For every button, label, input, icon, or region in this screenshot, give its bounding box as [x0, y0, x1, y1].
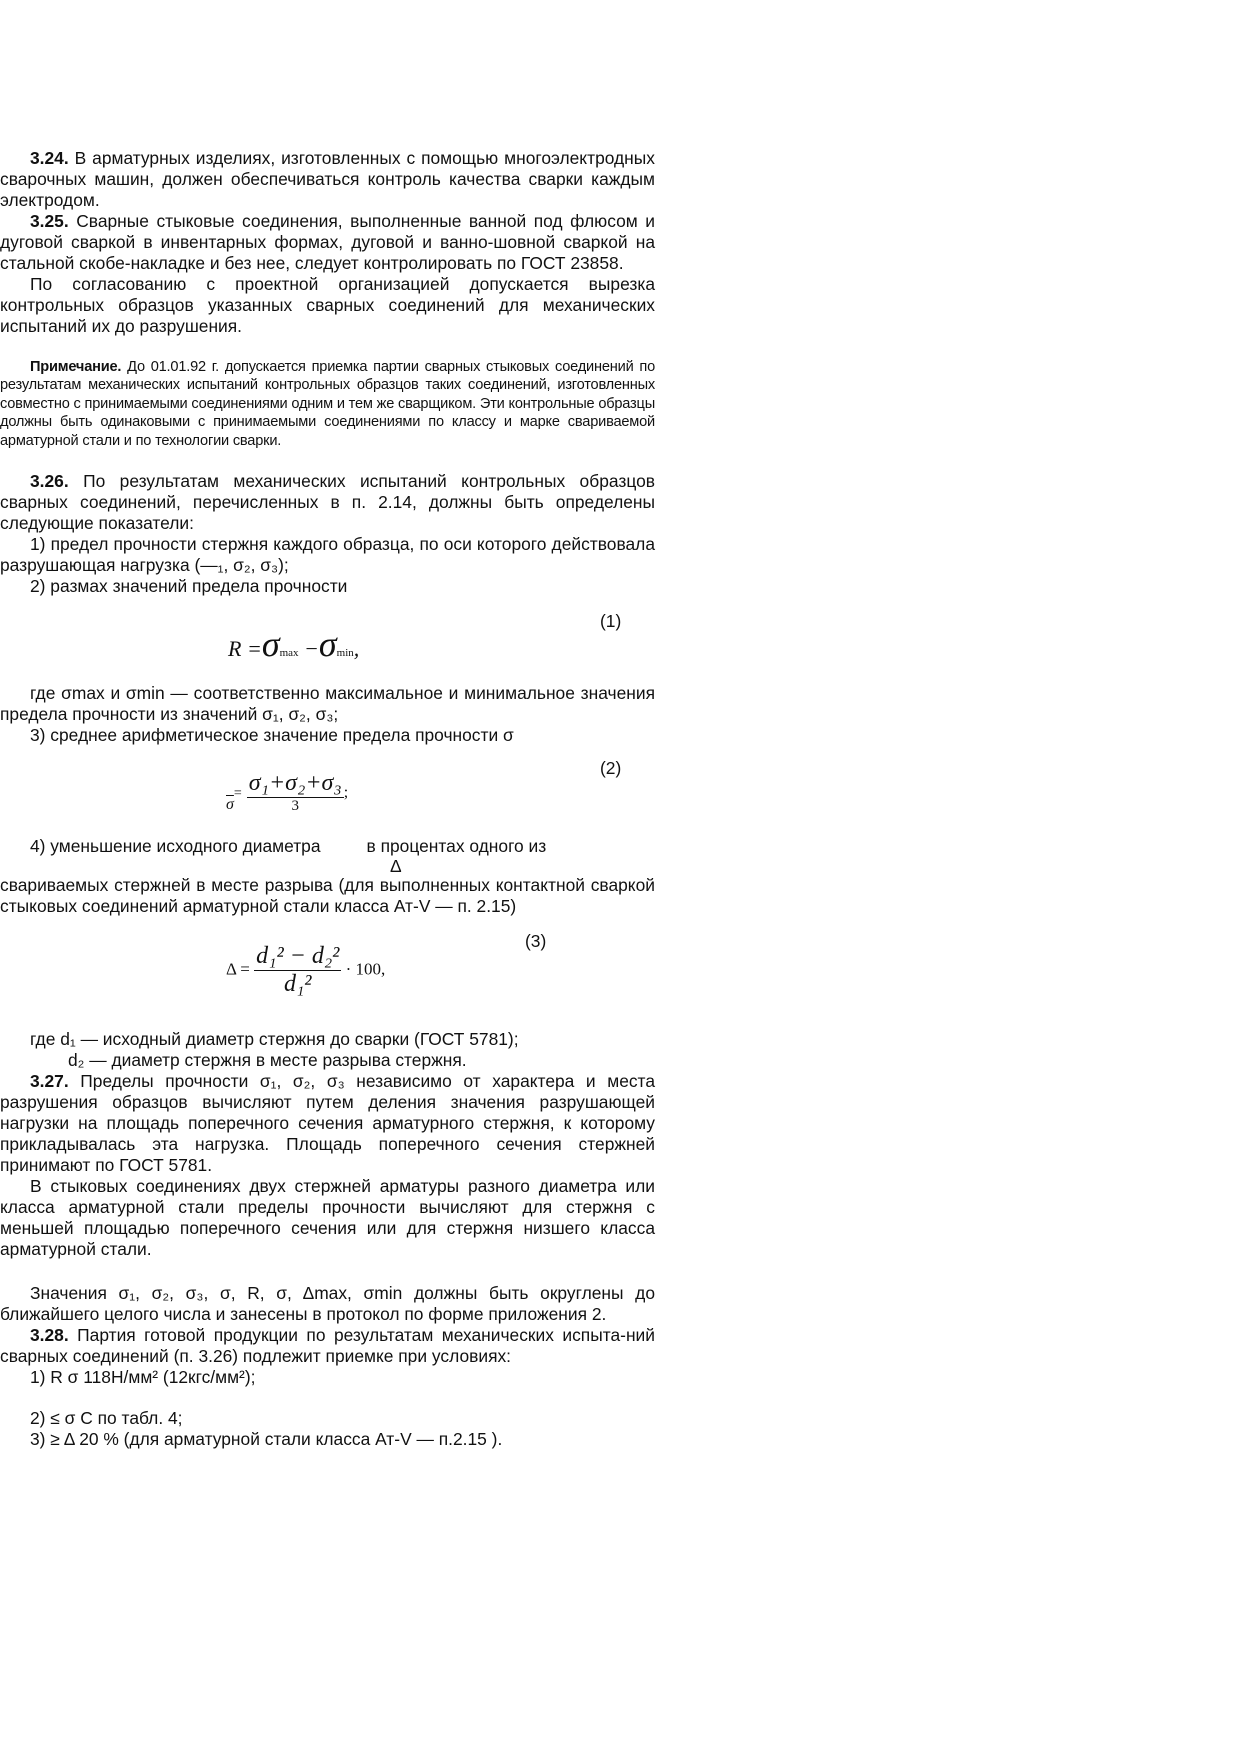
formula-3-number: (3)	[525, 931, 547, 952]
document-page	[0, 148, 655, 1450]
list-item-4: 4) уменьшение исходного диаметра в процентах одного из	[30, 836, 547, 857]
paragraph-3-27: 3.27. Пределы прочности σ₁, σ₂, σ₃ независимо от характера и места разрушения образцов вычисляют путем деления значения разрушающей нагрузки на площадь поперечного сечения арматурного стержня, к которому прикладывалась эта нагрузка. Площадь поперечного сечения стержней принимают по ГОСТ 5781.	[0, 1071, 655, 1176]
formula-2-numerator: σ₁+σ₂+σ₃	[248, 770, 342, 797]
paragraph-3-24: 3.24. В арматурных изделиях, изготовленных с помощью многоэлектродных сварочных машин, должен обеспечиваться контроль качества сварки каждым электродом.	[0, 148, 655, 210]
where-formula-3-d1: где d₁ — исходный диаметр стержня до сварки (ГОСТ 5781);	[30, 1029, 519, 1050]
formula-3: (3) Δ = $\frac{\text{d₁² − d₂²}}{\text{d₁²}}$ · 100,	[226, 931, 547, 998]
list-item-3: 3) среднее арифметическое значение предела прочности σ	[30, 725, 514, 746]
condition-3: 3) ≥ Δ 20 % (для арматурной стали класса Ат-V — п.2.15 ).	[30, 1429, 503, 1450]
sigma-symbol: σ	[318, 624, 337, 665]
sigma-symbol: σ	[261, 624, 280, 665]
paragraph-3-28: 3.28. Партия готовой продукции по результатам механических испыта-ний сварных соединений (п. 3.26) подлежит приемке при условиях:	[0, 1325, 655, 1367]
paragraph-3-25: 3.25. Сварные стыковые соединения, выполненные ванной под флюсом и дуговой сваркой в инвентарных формах, дуговой и ванно-шовной сваркой на стальной скобе-накладке и без нее, следует контролировать по ГОСТ 23858.	[0, 211, 655, 273]
where-formula-3-d2: d₂ — диаметр стержня в месте разрыва стержня.	[68, 1050, 467, 1071]
formula-3-numerator: d₁² − d₂²	[256, 943, 340, 970]
formula-1-number: (1)	[600, 611, 622, 632]
paragraph-3-27-butt-joints: В стыковых соединениях двух стержней арматуры разного диаметра или класса арматурной стали пределы прочности вычисляют для стержня с меньшей площадью поперечного сечения или для стержня низшего класса арматурной стали.	[0, 1176, 655, 1260]
paragraph-3-25-approval: По согласованию с проектной организацией допускается вырезка контрольных образцов указанных сварных соединений для механических испытаний их до разрушения.	[0, 274, 655, 336]
condition-1: 1) R σ 118Н/мм² (12кгс/мм²);	[30, 1367, 256, 1388]
where-formula-1: где σmax и σmin — соответственно максимальное и минимальное значения предела прочности из значений σ₁, σ₂, σ₃;	[0, 683, 655, 725]
formula-2-denominator: 3	[291, 798, 300, 815]
paragraph-3-26: 3.26. По результатам механических испытаний контрольных образцов сварных соединений, перечисленных в п. 2.14, должны быть определены следующие показатели:	[0, 471, 655, 534]
list-item-2: 2) размах значений предела прочности	[30, 576, 348, 597]
list-item-1: 1) предел прочности стержня каждого образца, по оси которого действовала разрушающая нагрузка (—₁, σ₂, σ₃);	[0, 534, 655, 576]
formula-1-r: R	[228, 636, 242, 662]
formula-2-number: (2)	[600, 758, 622, 779]
delta-symbol: Δ	[390, 856, 402, 877]
formula-2: (2) $_{\overline{\sigma}}$= $\frac{\text{σ₁+σ₂+σ₃}}{3}$ ;	[226, 758, 622, 815]
note-paragraph: Примечание. До 01.01.92 г. допускается приемка партии сварных стыковых соединений по результатам механических испытаний контрольных образцов таких соединений, изготовленных совместно с принимаемыми соединениями одним и тем же сварщиком. Эти контрольные образцы должны быть одинаковыми с принимаемыми соединениями по классу и марке свариваемой арматурной стали и по технологии сварки.	[0, 359, 655, 449]
formula-3-denominator: d₁²	[283, 971, 312, 998]
condition-2: 2) ≤ σ C по табл. 4;	[30, 1408, 183, 1429]
paragraph-3-27-rounding: Значения σ₁, σ₂, σ₃, σ, R, σ, Δmax, σmin должны быть округлены до ближайшего целого числа и занесены в протокол по форме приложения 2.	[0, 1283, 655, 1325]
formula-1: (1) R =σmax −σmin,	[228, 611, 622, 665]
list-item-4-continued: свариваемых стержней в месте разрыва (для выполненных контактной сваркой стыковых соединений арматурной стали класса Ат-V — п. 2.15)	[0, 875, 655, 917]
